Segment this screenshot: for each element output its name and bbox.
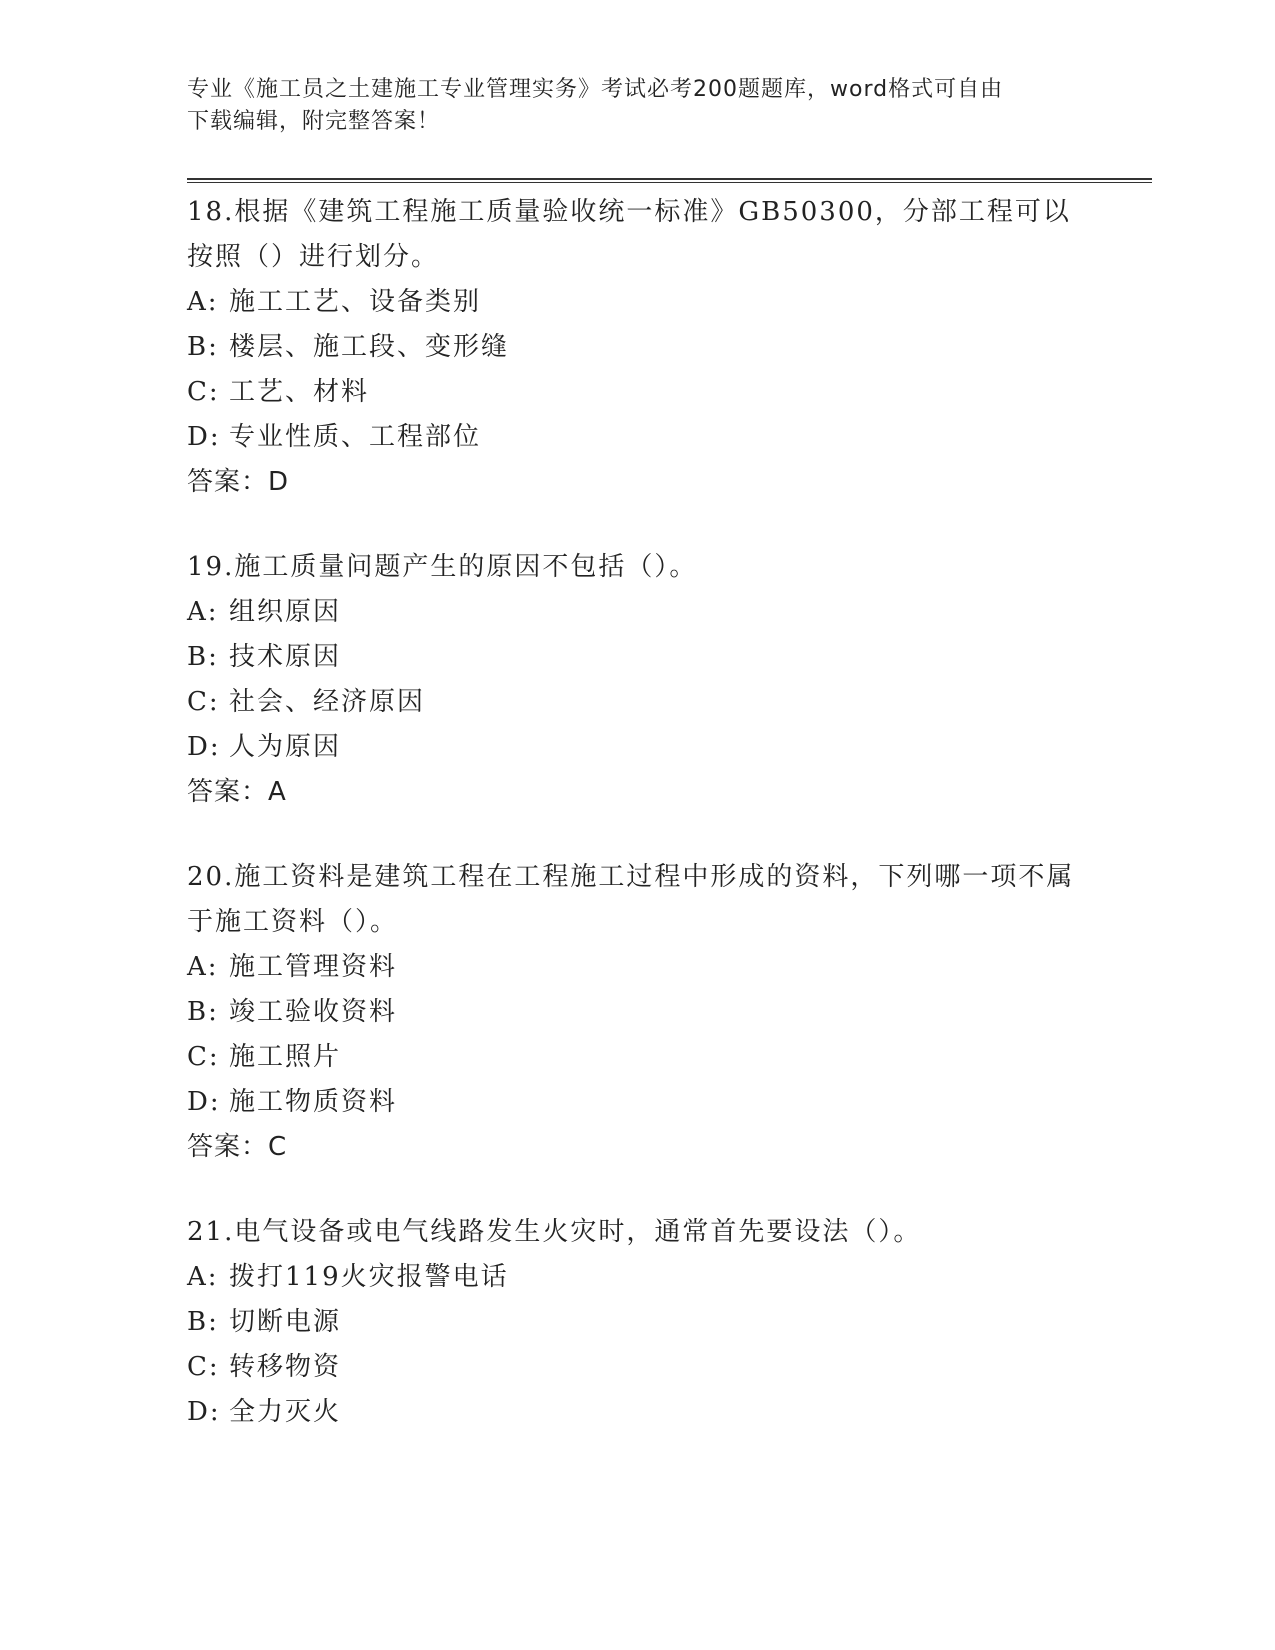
- option-text: 竣工验收资料: [229, 997, 398, 1027]
- option-b: [187, 990, 1087, 1035]
- option-letter: B:: [187, 642, 219, 672]
- option-c: [187, 680, 1087, 725]
- option-text: 人为原因: [229, 732, 342, 762]
- option-letter: B:: [187, 332, 219, 362]
- option-d: [187, 1080, 1087, 1125]
- option-c: [187, 1345, 1087, 1390]
- option-text: 施工管理资料: [229, 952, 398, 982]
- option-text: 全力灭火: [229, 1397, 342, 1427]
- question-21: [187, 1210, 1087, 1435]
- question-text: 19.施工质量问题产生的原因不包括（）。: [187, 552, 698, 582]
- option-letter: B:: [187, 997, 219, 1027]
- option-letter: D:: [187, 422, 221, 452]
- question-list: [187, 190, 1087, 1475]
- option-c: [187, 370, 1087, 415]
- option-a: [187, 590, 1087, 635]
- option-letter: A:: [187, 597, 219, 627]
- question-18: [187, 190, 1087, 505]
- option-letter: A:: [187, 1262, 219, 1292]
- option-text: 施工物质资料: [229, 1087, 398, 1117]
- option-letter: C:: [187, 1352, 220, 1382]
- question-19: [187, 545, 1087, 815]
- question-text: 18.根据《建筑工程施工质量验收统一标准》GB50300，分部工程可以按照（）进行划分。: [187, 197, 1071, 272]
- header-line-1: 专业《施工员之土建施工专业管理实务》考试必考200题题库，word格式可自由: [187, 77, 1004, 102]
- option-b: [187, 1300, 1087, 1345]
- option-b: [187, 635, 1087, 680]
- answer-line: 答案：A: [187, 777, 287, 807]
- option-text: 组织原因: [229, 597, 342, 627]
- option-a: [187, 280, 1087, 325]
- option-letter: C:: [187, 1042, 220, 1072]
- option-letter: A:: [187, 287, 219, 317]
- option-text: 技术原因: [229, 642, 342, 672]
- option-text: 楼层、施工段、变形缝: [229, 332, 510, 362]
- option-d: [187, 1390, 1087, 1435]
- question-text: 20.施工资料是建筑工程在工程施工过程中形成的资料，下列哪一项不属于施工资料（）。: [187, 862, 1075, 937]
- option-text: 转移物资: [229, 1352, 342, 1382]
- document-header: [187, 74, 1067, 138]
- header-line-2: 下载编辑，附完整答案！: [187, 109, 441, 134]
- option-text: 施工工艺、设备类别: [229, 287, 482, 317]
- answer-line: 答案：D: [187, 467, 290, 497]
- option-d: [187, 725, 1087, 770]
- question-20: [187, 855, 1087, 1170]
- option-text: 社会、经济原因: [229, 687, 426, 717]
- option-letter: B:: [187, 1307, 219, 1337]
- option-text: 切断电源: [229, 1307, 342, 1337]
- option-letter: D:: [187, 1397, 221, 1427]
- option-letter: C:: [187, 377, 220, 407]
- option-letter: D:: [187, 732, 221, 762]
- option-text: 拨打119火灾报警电话: [229, 1262, 509, 1292]
- option-text: 专业性质、工程部位: [229, 422, 482, 452]
- option-d: [187, 415, 1087, 460]
- option-b: [187, 325, 1087, 370]
- option-letter: D:: [187, 1087, 221, 1117]
- option-text: 施工照片: [229, 1042, 342, 1072]
- question-text: 21.电气设备或电气线路发生火灾时，通常首先要设法（）。: [187, 1217, 922, 1247]
- option-letter: A:: [187, 952, 219, 982]
- option-a: [187, 1255, 1087, 1300]
- header-divider: [187, 178, 1152, 183]
- option-letter: C:: [187, 687, 220, 717]
- option-a: [187, 945, 1087, 990]
- option-text: 工艺、材料: [229, 377, 370, 407]
- answer-line: 答案：C: [187, 1132, 288, 1162]
- option-c: [187, 1035, 1087, 1080]
